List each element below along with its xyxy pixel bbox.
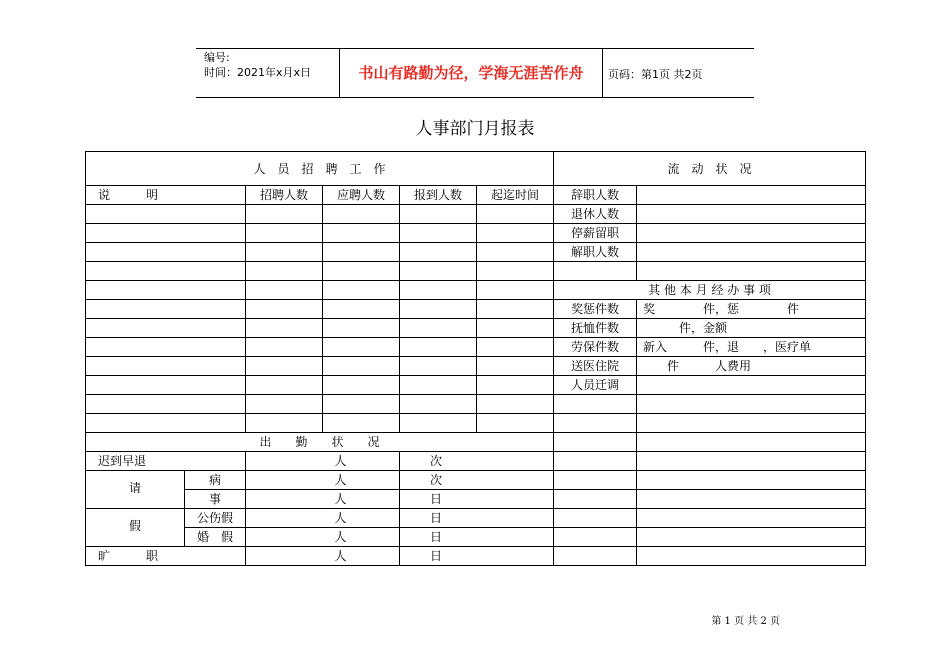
table-cell[interactable] [323,281,400,300]
leave-unit-people[interactable]: 人 [246,471,400,490]
leave-unit-count[interactable]: 日 [400,528,554,547]
table-cell[interactable] [477,338,554,357]
table-cell[interactable] [323,376,400,395]
leave-type: 婚 假 [185,528,246,547]
table-cell[interactable] [86,300,246,319]
table-cell[interactable] [400,338,477,357]
table-cell[interactable] [477,376,554,395]
header-page-info: 页码：第1页 共2页 [608,68,703,81]
flow-value-cell[interactable] [637,224,866,243]
absent-label: 旷 职 [86,547,246,566]
table-cell[interactable] [554,490,637,509]
table-cell[interactable] [400,376,477,395]
table-cell[interactable] [246,414,323,433]
flow-value-cell[interactable] [637,205,866,224]
table-cell[interactable] [477,300,554,319]
other-value[interactable]: 件 人费用 [637,357,866,376]
flow-label: 退休人数 [554,205,637,224]
leave-unit-people[interactable]: 人 [246,528,400,547]
table-cell[interactable] [323,395,400,414]
table-cell[interactable] [323,243,400,262]
table-cell[interactable] [400,262,477,281]
other-label: 抚恤件数 [554,319,637,338]
table-cell[interactable] [86,205,246,224]
flow-value-cell[interactable] [637,243,866,262]
table-cell[interactable] [246,281,323,300]
leave-unit-count[interactable]: 日 [400,509,554,528]
table-cell[interactable] [246,357,323,376]
table-cell[interactable] [400,205,477,224]
section-other: 其 他 本 月 经 办 事 项 [554,281,866,300]
table-cell[interactable] [554,471,637,490]
table-cell[interactable] [323,338,400,357]
flow-label: 辞职人数 [554,186,637,205]
late-unit-people[interactable]: 人 [246,452,400,471]
table-cell[interactable] [400,243,477,262]
table-cell[interactable] [86,376,246,395]
flow-label: 停薪留职 [554,224,637,243]
leave-type: 公伤假 [185,509,246,528]
other-value[interactable] [637,376,866,395]
table-cell[interactable] [400,224,477,243]
table-cell[interactable] [323,300,400,319]
table-cell[interactable] [246,300,323,319]
other-label: 奖惩件数 [554,300,637,319]
col-reported: 报到人数 [400,186,477,205]
table-cell[interactable] [400,357,477,376]
table-cell[interactable] [86,243,246,262]
table-cell[interactable] [246,243,323,262]
table-cell[interactable] [323,224,400,243]
table-cell[interactable] [86,262,246,281]
table-cell[interactable] [86,338,246,357]
table-cell[interactable] [554,262,637,281]
table-cell[interactable] [246,262,323,281]
table-cell[interactable] [323,414,400,433]
section-recruit: 人 员 招 聘 工 作 [86,152,554,186]
table-cell[interactable] [400,300,477,319]
table-cell[interactable] [637,452,866,471]
col-period: 起迄时间 [477,186,554,205]
late-label: 迟到早退 [86,452,246,471]
header-bottom-rule [196,97,754,98]
table-cell[interactable] [86,281,246,300]
leave-label-bottom: 假 [86,509,185,547]
table-cell[interactable] [86,224,246,243]
table-cell[interactable] [477,395,554,414]
section-attendance: 出 勤 状 况 [86,433,554,452]
header-left [204,50,311,80]
table-cell[interactable] [400,319,477,338]
table-cell[interactable] [323,357,400,376]
table-cell[interactable] [246,224,323,243]
table-cell[interactable] [400,281,477,300]
other-value[interactable]: 新入 件，退 ，医疗单 [637,338,866,357]
table-cell[interactable] [86,319,246,338]
page-title: 人事部门月报表 [415,119,535,139]
table-cell[interactable] [477,414,554,433]
leave-unit-people[interactable]: 人 [246,509,400,528]
table-cell[interactable] [554,509,637,528]
leave-type: 事 [185,490,246,509]
table-cell[interactable] [477,224,554,243]
table-cell[interactable] [477,262,554,281]
col-desc: 说 明 [86,186,246,205]
table-cell[interactable] [86,357,246,376]
leave-unit-count[interactable]: 次 [400,471,554,490]
table-cell[interactable] [246,205,323,224]
table-cell[interactable] [637,262,866,281]
table-cell[interactable] [554,433,637,452]
table-cell[interactable] [554,414,637,433]
table-cell[interactable] [637,414,866,433]
table-cell[interactable] [637,433,866,452]
other-value[interactable]: 件，金额 [637,319,866,338]
table-cell[interactable] [400,414,477,433]
table-cell[interactable] [86,395,246,414]
absent-unit-days[interactable]: 日 [400,547,554,566]
other-label: 人员迁调 [554,376,637,395]
table-cell[interactable] [477,281,554,300]
table-cell[interactable] [637,547,866,566]
table-cell[interactable] [323,205,400,224]
code-label: 编号: [204,51,230,64]
table-cell[interactable] [246,376,323,395]
page-footer: 第 1 页 共 2 页 [711,616,780,627]
leave-label-top: 请 [86,471,185,509]
report-table [85,151,866,566]
table-cell[interactable] [637,509,866,528]
absent-unit-people[interactable]: 人 [246,547,400,566]
table-cell[interactable] [554,395,637,414]
other-label: 劳保件数 [554,338,637,357]
table-cell[interactable] [637,395,866,414]
late-unit-times[interactable]: 次 [400,452,554,471]
table-cell[interactable] [86,414,246,433]
table-cell[interactable] [637,528,866,547]
header-divider-right [602,48,603,98]
table-cell[interactable] [246,319,323,338]
flow-value-cell[interactable] [637,186,866,205]
table-cell[interactable] [477,357,554,376]
table-cell[interactable] [554,528,637,547]
time-label: 时间：2021年x月x日 [204,66,312,79]
leave-type: 病 [185,471,246,490]
leave-unit-count[interactable]: 日 [400,490,554,509]
table-cell[interactable] [323,319,400,338]
table-cell[interactable] [477,205,554,224]
header-motto: 书山有路勤为径，学海无涯苦作舟 [358,64,584,82]
table-cell[interactable] [477,243,554,262]
table-cell[interactable] [637,490,866,509]
other-value[interactable]: 奖 件，惩 件 [637,300,866,319]
col-applied: 应聘人数 [323,186,400,205]
table-cell[interactable] [554,452,637,471]
table-cell[interactable] [637,471,866,490]
table-cell[interactable] [400,395,477,414]
section-flow: 流 动 状 况 [554,152,866,186]
col-recruited: 招聘人数 [246,186,323,205]
table-cell[interactable] [246,395,323,414]
table-cell[interactable] [246,338,323,357]
other-label: 送医住院 [554,357,637,376]
leave-unit-people[interactable]: 人 [246,490,400,509]
table-cell[interactable] [554,547,637,566]
flow-label: 解职人数 [554,243,637,262]
table-cell[interactable] [323,262,400,281]
table-cell[interactable] [477,319,554,338]
